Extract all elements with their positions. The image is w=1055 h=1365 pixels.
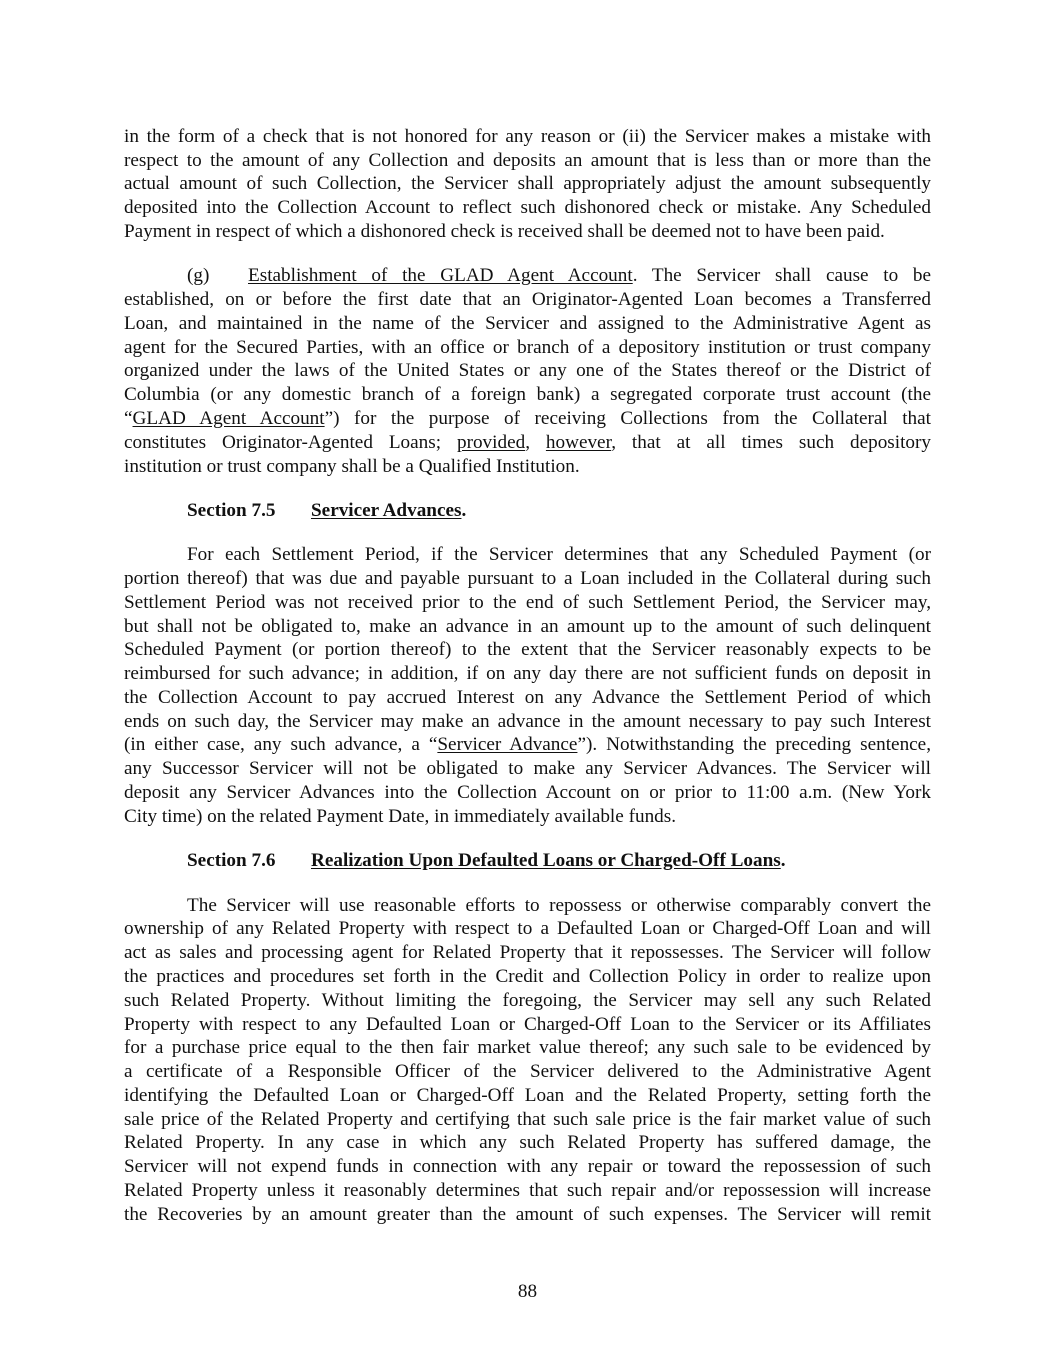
text-line: such Related Property. Without limiting the foregoing, the Servicer may sell any such Related bbox=[124, 990, 931, 1011]
section-number: Section 7.5 bbox=[187, 500, 276, 521]
emphasis-provided: provided bbox=[456, 432, 526, 453]
text-line: Related Property unless it reasonably determines that such repair and/or repossession will increase bbox=[124, 1180, 931, 1201]
text-run: , bbox=[525, 432, 546, 453]
text-run: ”). Notwithstanding the preceding sentence, bbox=[577, 734, 931, 755]
text-line: established, on or before the first date that an Originator-Agented Loan becomes a Transferred bbox=[124, 289, 931, 310]
section-heading-7-6 bbox=[187, 849, 786, 873]
text-line: City time) on the related Payment Date, in immediately available funds. bbox=[124, 806, 677, 827]
text-line: organized under the laws of the United States or any one of the States thereof or the District of bbox=[124, 360, 931, 381]
section-title: Servicer Advances bbox=[311, 500, 462, 521]
text-line: in the form of a check that is not honored for any reason or (ii) the Servicer makes a mistake with bbox=[124, 126, 931, 147]
text-line: the practices and procedures set forth in the Credit and Collection Policy in order to realize upon bbox=[124, 966, 931, 987]
text-run: (in either case, any such advance, a “ bbox=[124, 734, 438, 755]
text-line bbox=[124, 733, 931, 757]
text-line: Payment in respect of which a dishonored check is received shall be deemed not to have been paid. bbox=[124, 221, 885, 242]
text-run: , that at all times such depository bbox=[611, 432, 932, 453]
text-line bbox=[124, 431, 931, 455]
text-line: agent for the Secured Parties, with an office or branch of a depository institution or trust company bbox=[124, 337, 931, 358]
text-line: Servicer will not expend funds in connection with any repair or toward the repossession of such bbox=[124, 1156, 931, 1177]
text-run: “ bbox=[124, 408, 133, 429]
text-line: The Servicer will use reasonable efforts to repossess or otherwise comparably convert the bbox=[187, 895, 931, 916]
defined-term: Servicer Advance bbox=[437, 734, 578, 755]
text-line bbox=[124, 407, 931, 431]
text-run: constitutes Originator-Agented Loans; bbox=[124, 432, 457, 453]
defined-term: GLAD Agent Account bbox=[132, 408, 325, 429]
text-line: sale price of the Related Property and certifying that such sale price is the fair market value of such bbox=[124, 1109, 931, 1130]
emphasis-however: however bbox=[545, 432, 612, 453]
text-line: ownership of any Related Property with respect to a Defaulted Loan or Charged-Off Loan and will bbox=[124, 918, 931, 939]
text-line: identifying the Defaulted Loan or Charged-Off Loan and the Related Property, setting forth the bbox=[124, 1085, 931, 1106]
text-line: ends on such day, the Servicer may make an advance in the amount necessary to pay such Interest bbox=[124, 711, 931, 732]
text-line: portion thereof) that was due and payable pursuant to a Loan included in the Collateral during such bbox=[124, 568, 931, 589]
text-line: deposit any Servicer Advances into the Collection Account on or prior to 11:00 a.m. (New York bbox=[124, 782, 931, 803]
text-line: the Recoveries by an amount greater than the amount of such expenses. The Servicer will remit bbox=[124, 1204, 931, 1225]
text-line: Loan, and maintained in the name of the Servicer and assigned to the Administrative Agent as bbox=[124, 313, 931, 334]
section-heading-7-5 bbox=[187, 499, 466, 523]
subsection-label: (g) bbox=[187, 265, 210, 286]
text-line: For each Settlement Period, if the Servicer determines that any Scheduled Payment (or bbox=[187, 544, 931, 565]
text-line: but shall not be obligated to, make an advance in an amount up to the amount of such delinquent bbox=[124, 616, 931, 637]
text-run: ”) for the purpose of receiving Collections from the Collateral that bbox=[324, 408, 931, 429]
paragraph-g-first-line bbox=[187, 264, 931, 288]
text-line: deposited into the Collection Account to reflect such dishonored check or mistake. Any Scheduled bbox=[124, 197, 931, 218]
page-number: 88 bbox=[517, 1281, 538, 1302]
text-line: act as sales and processing agent for Related Property that it repossesses. The Servicer will follow bbox=[124, 942, 931, 963]
text-line: institution or trust company shall be a Qualified Institution. bbox=[124, 456, 580, 477]
text-line: a certificate of a Responsible Officer of the Servicer delivered to the Administrative Agent bbox=[124, 1061, 931, 1082]
section-title-period: . bbox=[780, 850, 786, 871]
subsection-title: Establishment of the GLAD Agent Account bbox=[248, 265, 633, 286]
text-line: the Collection Account to pay accrued Interest on any Advance the Settlement Period of which bbox=[124, 687, 931, 708]
section-title: Realization Upon Defaulted Loans or Charged-Off Loans bbox=[311, 850, 781, 871]
section-number: Section 7.6 bbox=[187, 850, 276, 871]
text-line: Property with respect to any Defaulted Loan or Charged-Off Loan to the Servicer or its Affiliates bbox=[124, 1014, 931, 1035]
text-line: Settlement Period was not received prior to the end of such Settlement Period, the Servicer may, bbox=[124, 592, 931, 613]
text-line: respect to the amount of any Collection and deposits an amount that is less than or more than the bbox=[124, 150, 931, 171]
text-line: actual amount of such Collection, the Servicer shall appropriately adjust the amount subsequently bbox=[124, 173, 931, 194]
text-line: Related Property. In any case in which any such Related Property has suffered damage, the bbox=[124, 1132, 931, 1153]
text-line: for a purchase price equal to the then fair market value thereof; any such sale to be evidenced by bbox=[124, 1037, 931, 1058]
text-line: reimbursed for such advance; in addition, if on any day there are not sufficient funds on deposit in bbox=[124, 663, 931, 684]
text-run: . The Servicer shall cause to be bbox=[632, 265, 931, 286]
text-line: Columbia (or any domestic branch of a foreign bank) a segregated corporate trust account (the bbox=[124, 384, 931, 405]
section-title-period: . bbox=[461, 500, 467, 521]
text-line: Scheduled Payment (or portion thereof) to the extent that the Servicer reasonably expects to be bbox=[124, 639, 931, 660]
text-line: any Successor Servicer will not be obligated to make any Servicer Advances. The Servicer will bbox=[124, 758, 931, 779]
